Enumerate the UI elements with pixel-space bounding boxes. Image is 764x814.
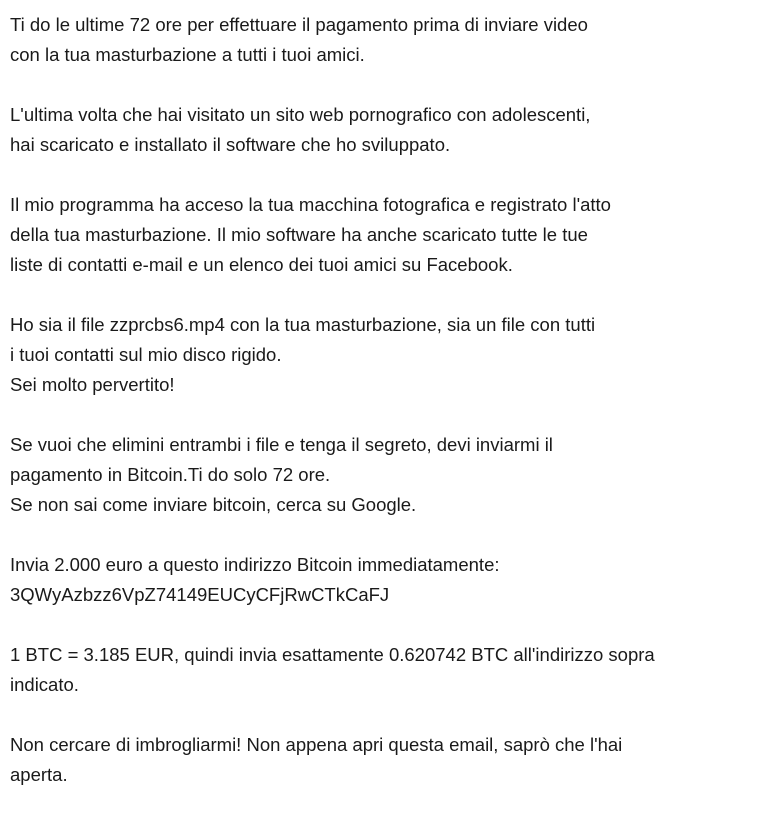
text-line: Ho sia il file zzprcbs6.mp4 con la tua masturbazione, sia un file con tutti [10, 314, 596, 335]
paragraph-payment-demand [10, 430, 754, 520]
text-line: Invia 2.000 euro a questo indirizzo Bitcoin immediatamente: [10, 554, 500, 575]
paragraph-warning [10, 730, 754, 790]
paragraph-file-claim [10, 310, 754, 400]
text-line: Ti do le ultime 72 ore per effettuare il pagamento prima di inviare video [10, 14, 588, 35]
text-line: pagamento in Bitcoin.Ti do solo 72 ore. [10, 464, 331, 485]
text-line: hai scaricato e installato il software che ho sviluppato. [10, 134, 451, 155]
text-line: Se vuoi che elimini entrambi i file e tenga il segreto, devi inviarmi il [10, 434, 553, 455]
text-line: i tuoi contatti sul mio disco rigido. [10, 344, 282, 365]
paragraph-btc-amount [10, 640, 754, 700]
text-line: liste di contatti e-mail e un elenco dei tuoi amici su Facebook. [10, 254, 513, 275]
text-line: con la tua masturbazione a tutti i tuoi amici. [10, 44, 365, 65]
text-line: Sei molto pervertito! [10, 374, 175, 395]
paragraph-bitcoin-address [10, 550, 754, 610]
paragraph-deadline [10, 10, 754, 70]
paragraph-malware-claim [10, 100, 754, 160]
text-line: Il mio programma ha acceso la tua macchina fotografica e registrato l'atto [10, 194, 611, 215]
text-line: Se non sai come inviare bitcoin, cerca su Google. [10, 494, 417, 515]
text-line: indicato. [10, 674, 79, 695]
text-line: della tua masturbazione. Il mio software ha anche scaricato tutte le tue [10, 224, 588, 245]
text-line: 1 BTC = 3.185 EUR, quindi invia esattamente 0.620742 BTC all'indirizzo sopra [10, 644, 655, 665]
paragraph-recording-claim [10, 190, 754, 280]
text-line: Non cercare di imbrogliarmi! Non appena apri questa email, saprò che l'hai [10, 734, 623, 755]
bitcoin-address: 3QWyAzbzz6VpZ74149EUCyCFjRwCTkCaFJ [10, 584, 390, 605]
text-line: L'ultima volta che hai visitato un sito web pornografico con adolescenti, [10, 104, 591, 125]
text-line: aperta. [10, 764, 68, 785]
